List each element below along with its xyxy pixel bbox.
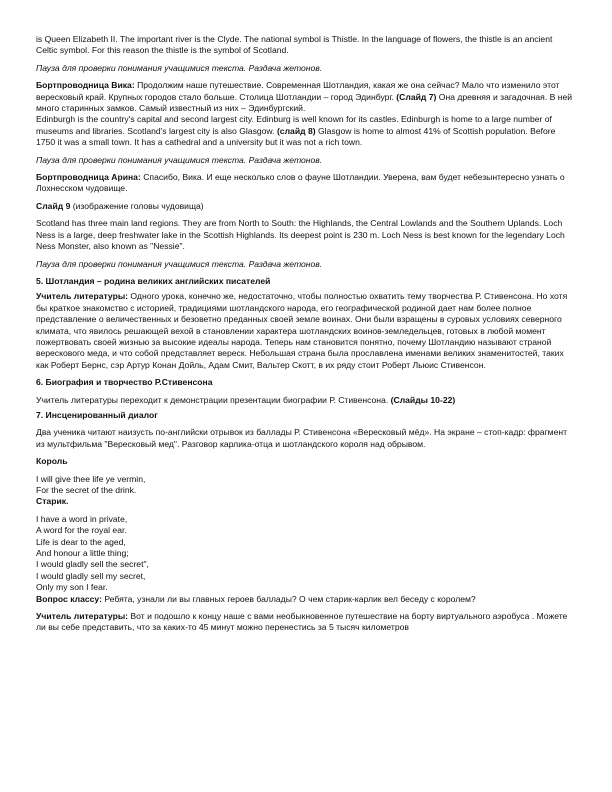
slide-ref-8: (слайд 8) — [274, 125, 316, 136]
speaker-label-vika: Бортпроводница Вика: — [36, 80, 135, 91]
old-man-label: Старик. — [36, 496, 69, 507]
edinburgh-text-2: Glasgow is home to almost 41% of Scottish population. Before 1750 it was a small town. It has a cathedral and a university but it was not a rich town. — [36, 125, 556, 148]
verse-line: I will give thee life ye vermin, — [36, 473, 146, 484]
verse-line: I have a word in private, — [36, 513, 128, 524]
paragraph-edinburgh — [36, 114, 574, 148]
pause-note-2: Пауза для проверки понимания учащимися текста. Раздача жетонов. — [36, 154, 323, 165]
speaker-label-teacher-2: Учитель литературы: — [36, 611, 129, 622]
class-question — [36, 594, 574, 605]
question-text: Ребята, узнали ли вы главных героев баллады? О чем старик-карлик вел беседу с королем? — [101, 593, 476, 604]
speaker-label-teacher-1: Учитель литературы: — [36, 291, 129, 302]
paragraph-regions: Scotland has three main land regions. They are from North to South: the Highlands, the Central Lowlands and the Southern Uplands. Loch Ness is a large, deep freshwater lake in the Scottish Highlands. Its deepest point is 230 m. Loch Ness is best known for the legendary Loch Ness Monster, also known as "Nessie". — [36, 218, 565, 252]
verse-line: For the secret of the drink. — [36, 485, 137, 495]
old-man-verse — [36, 514, 574, 594]
king-label: Король — [36, 456, 68, 467]
arina-text: Спасибо, Вика. И еще несколько слов о фауне Шотландии. Уверена, вам будет небезынтересно узнать о Лохнесском чудовище. — [36, 172, 565, 194]
section-heading-7: 7. Инсценированный диалог — [36, 409, 158, 420]
slide-9-line — [36, 201, 574, 212]
paragraph-biography — [36, 395, 574, 406]
teacher-2-text: Вот и подошло к концу наше с вами необыкновенное путешествие на борту виртуального аэробуса . Можете ли вы себе представить, что за каких-то 45 минут можно перенестись за 5 тысяч километров — [36, 611, 568, 633]
slides-ref-10-22: (Слайды 10-22) — [388, 394, 456, 405]
pause-note-3: Пауза для проверки понимания учащимися текста. Раздача жетонов. — [36, 258, 323, 269]
speaker-label-arina: Бортпроводница Арина: — [36, 172, 141, 183]
vika-text-2: Она древняя и загадочная. В ней много старинных замков. Самый известный из них – Эдинбургский. — [36, 91, 573, 114]
verse-line: Only my son I fear. — [36, 582, 108, 593]
vika-text-1: Продолжим наше путешествие. Современная Шотландия, какая же она сейчас? Мало что изменило этот вересковый край. Крупных городов стало больше. Столица Шотландии – город Эдинбург. — [36, 80, 560, 102]
question-label: Вопрос классу: — [36, 593, 102, 604]
biography-text: Учитель литературы переходит к демонстрации презентации биографии Р. Стивенсона. — [36, 394, 389, 405]
slide-9-label: Слайд 9 — [36, 200, 71, 211]
edinburgh-text-1: Edinburgh is the country's capital and second largest city. Edinburg is well known for its castles. Edinburgh is home to a large number of museums and libraries. Scotland's largest city is also Glasgow. — [36, 114, 552, 136]
paragraph-queen: is Queen Elizabeth II. The important river is the Clyde. The national symbol is Thistle. In the language of flowers, the thistle is an ancient Celtic symbol. For this reason the thistle is the symbol of Scotland. — [36, 34, 553, 56]
slide-9-caption: (изображение головы чудовища) — [70, 200, 204, 211]
king-verse — [36, 474, 574, 497]
verse-line: I would gladly sell my secret, — [36, 570, 146, 581]
paragraph-teacher-2 — [36, 611, 574, 634]
paragraph-dialog-intro: Два ученика читают наизусть по-английски отрывок из баллады Р. Стивенсона «Вересковый мёд». На экране – стоп-кадр: фрагмент из мультфильма "Вересковый мед". Разговор карлика-отца и шотландского короля над обрывом. — [36, 427, 568, 449]
teacher-1-text: Одного урока, конечно же, недостаточно, чтобы полностью охватить тему творчества Р. Стивенсона. Но хотя бы краткое знакомство с историей, традициями шотландского народа, его географической родиной дает нам более полное представление о величественных и безоветно преданных своей земле воинах. Они были взращены в суровых условиях северного климата, что явилось решающей вехой в становлении характера шотландских воинов-земледельцев, готовых в любой момент пожертвовать своей жизнью за высокие идеалы народа. Теперь нам становится понятно, почему Шотландию называют страной верескового меда, и что собой представляет вереск. Небольшая страна была прославлена именами великих знаменитостей, таких как Роберт Бернс, сэр Артур Конан Дойль, Адам Смит, Вальтер Скотт, в их ряду стоит Роберт Льюис Стивенсон. — [36, 291, 568, 370]
pause-note-1: Пауза для проверки понимания учащимися текста. Раздача жетонов. — [36, 62, 323, 73]
verse-line: And honour a little thing; — [36, 548, 129, 559]
section-heading-5: 5. Шотландия – родина великих английских писателей — [36, 275, 271, 286]
paragraph-teacher-1 — [36, 291, 574, 371]
verse-line: A word for the royal ear. — [36, 525, 127, 536]
slide-ref-7: (Слайд 7) — [393, 91, 437, 102]
paragraph-arina — [36, 172, 574, 195]
verse-line: I would gladly sell the secret", — [36, 559, 149, 570]
section-heading-6: 6. Биография и творчество Р.Стивенсона — [36, 377, 213, 388]
verse-line: Life is dear to the aged, — [36, 536, 126, 547]
paragraph-vika — [36, 80, 574, 114]
